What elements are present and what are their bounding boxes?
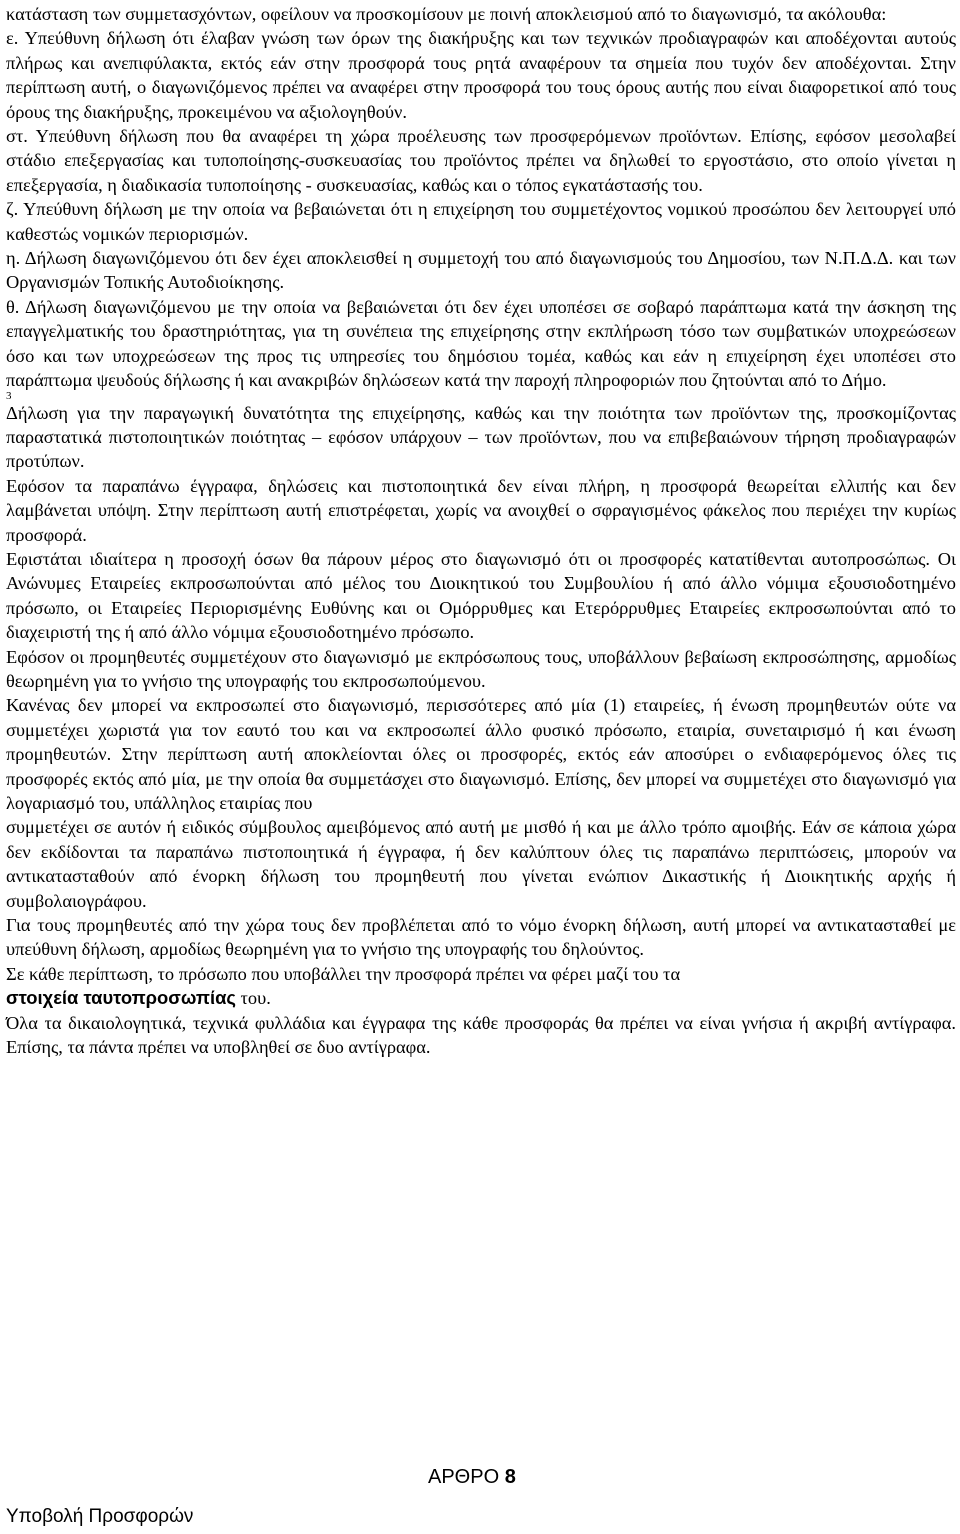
paragraph-representatives: Εφόσον οι προμηθευτές συμμετέχουν στο διαγωνισμό με εκπρόσωπους τους, υποβάλλουν βεβαίωση εκπροσώπησης, αρμοδίως θεωρημένη για το γνήσιο της υπογραφής του εκπροσωπούμενου. — [6, 646, 956, 691]
paragraph-copies: Όλα τα δικαιολογητικά, τεχνικά φυλλάδια και έγγραφα της κάθε προσφοράς θα πρέπει να είναι γνήσια ή ακριβή αντίγραφα. Επίσης, τα πάντα πρέπει να υποβληθεί σε δυο αντίγραφα. — [6, 1012, 956, 1058]
section-heading: Υποβολή Προσφορών — [6, 1506, 194, 1527]
identity-text-before: Σε κάθε περίπτωση, το πρόσωπο που υποβάλλει την προσφορά πρέπει να φέρει μαζί του τα — [6, 963, 681, 984]
paragraph-sworn-statement: συμμετέχει σε αυτόν ή ειδικός σύμβουλος αμειβόμενος από αυτή με μισθό ή και με άλλο τρόπο αμοιβής. Εάν σε κάποια χώρα δεν εκδίδονται τα παραπάνω πιστοποιητικά ή έγγραφα, ή δεν καλύπτουν όλες τις παραπάνω περιπτώσεις, μπορούν να αντικατασταθούν από ένορκη δήλωση του προμηθευτή που γίνεται ενώπιον Δικαστικής ή Διοικητικής αρχής ή συμβολαιογράφου. — [6, 817, 956, 911]
article-label: ΑΡΘΡΟ — [428, 1466, 505, 1488]
document-page — [6, 2, 956, 1059]
identity-bold-text: στοιχεία ταυτοπροσωπίας — [6, 987, 236, 1009]
identity-text-after: του. — [235, 988, 271, 1009]
paragraph-st-country-origin: στ. Υπεύθυνη δήλωση που θα αναφέρει τη χώρα προέλευσης των προσφερόμενων προϊόντων. Επίσης, εφόσον μεσολαβεί στάδιο επεξεργασίας και τυποποίησης-συσκευασίας του προϊόντος πρέπει να δηλωθεί το εργοστάσιο, στο οποίο γίνεται η επεξεργασία, η διαδικασία τυποποίησης - συσκευασίας, καθώς και ο τόπος εγκατάστασής του. — [6, 126, 956, 195]
paragraph-e-acceptance-terms: ε. Υπεύθυνη δήλωση ότι έλαβαν γνώση των όρων της διακήρυξης και των τεχνικών προδιαγραφών και αποδέχονται αυτούς πλήρως και ανεπιφύλακτα, εκτός εάν στην προσφορά τους ρητά αναφέρουν τα σημεία που τυχόν δεν αποδέχονται. Στην περίπτωση αυτή, ο διαγωνιζόμενος πρέπει να αναφέρει στην προσφορά του τους όρους αυτής που είναι διαφορετικοί από τους όρους της διακήρυξης, προκειμένου να αξιολογηθούν. — [6, 28, 956, 122]
article-number: 8 — [504, 1466, 516, 1488]
paragraph-intro: κατάσταση των συμμετασχόντων, οφείλουν να προσκομίσουν με ποινή αποκλεισμού από το διαγωνισμό, τα ακόλουθα: — [6, 4, 887, 24]
paragraph-h-exclusion: η. Δήλωση διαγωνιζόμενου ότι δεν έχει αποκλεισθεί η συμμετοχή του από διαγωνισμούς του Δημοσίου, των Ν.Π.Δ.Δ. και των Οργανισμών Τοπικής Αυτοδιοίκησης. — [6, 248, 956, 293]
paragraph-z-legal-restrictions: ζ. Υπεύθυνη δήλωση με την οποία να βεβαιώνεται ότι η επιχείρηση του συμμετέχοντος νομικού προσώπου δεν λειτουργεί υπό καθεστώς νομικών περιορισμών. — [6, 199, 956, 244]
paragraph-foreign-suppliers: Για τους προμηθευτές από την χώρα τους δεν προβλέπεται από το νόμο ένορκη δήλωση, αυτή μπορεί να αντικατασταθεί με υπεύθυνη δήλωση, αρμοδίως θεωρημένη για το γνήσιο της υπογραφής του δηλούντος. — [6, 915, 956, 960]
paragraph-production-capacity: Δήλωση για την παραγωγική δυνατότητα της επιχείρησης, καθώς και την ποιότητα των προϊόντων της, προσκομίζοντας παραστατικά πιστοποιητικών ποιότητας – εφόσον υπάρχουν – των προϊόντων, που να επιβεβαιώνουν τήρηση προδιαγραφών προτύπων. — [6, 402, 956, 472]
paragraph-th-misconduct: θ. Δήλωση διαγωνιζόμενου με την οποία να βεβαιώνεται ότι δεν έχει υποπέσει σε σοβαρό παράπτωμα κατά την άσκηση της επαγγελματικής του δραστηριότητας, για τη συνέπεια της επιχείρησης στην εκπλήρωση τόσο των συμβατικών υποχρεώσεων όσο και των υποχρεώσεων της προς τις υπηρεσίες του δημόσιου τομέα, καθώς και εάν η επιχείρηση έχει υποπέσει στο παράπτωμα ψευδούς δήλωσης ή και ανακριβών δηλώσεων κατά την παροχή πληροφοριών που ζητούνται από το Δήμο. — [6, 296, 956, 391]
paragraph-single-representation: Κανένας δεν μπορεί να εκπροσωπεί στο διαγωνισμό, περισσότερες από μία (1) εταιρείες, ή ένωση προμηθευτών ούτε να συμμετέχει χωριστά για τον εαυτό του και να εκπροσωπεί άλλο φυσικό πρόσωπο, εταιρία, συνεταιρισμό ή και ένωση προμηθευτών. Στην περίπτωση αυτή αποκλείονται όλες οι προσφορές, εκτός εάν αποσύρει ο ενδιαφερόμενος όλες τις προσφορές εκτός από μία, με την οποία θα συμμετάσχει στο διαγωνισμό. Επίσης, δεν μπορεί να συμμετέχει στο διαγωνισμό για λογαριασμό του, υπάλληλος εταιρίας που — [6, 695, 956, 813]
article-heading — [428, 1466, 516, 1489]
paragraph-personal-submission: Εφιστάται ιδιαίτερα η προσοχή όσων θα πάρουν μέρος στο διαγωνισμό ότι οι προσφορές κατατίθενται αυτοπροσώπως. Οι Ανώνυμες Εταιρείες εκπροσωπούνται από μέλος του Διοικητικού του Συμβουλίου ή από άλλο νόμιμα εξουσιοδοτημένο πρόσωπο, οι Εταιρείες Περιορισμένης Ευθύνης και οι Ομόρρυθμες και Ετερόρρυθμες Εταιρείες εκπροσωπούνται από το διαχειριστή της ή από άλλο νόμιμα εξουσιοδοτημένο πρόσωπο. — [6, 548, 956, 643]
paragraph-incomplete-documents: Εφόσον τα παραπάνω έγγραφα, δηλώσεις και πιστοποιητικά δεν είναι πλήρη, η προσφορά θεωρείται ελλιπής και δεν λαμβάνεται υπόψη. Στην περίπτωση αυτή επιστρέφεται, χωρίς να ανοιχθεί ο σφραγισμένος φάκελος που περιέχει την κυρίως προσφορά. — [6, 475, 956, 545]
footnote-marker: 3 — [6, 389, 12, 402]
paragraph-identity — [6, 962, 956, 1011]
